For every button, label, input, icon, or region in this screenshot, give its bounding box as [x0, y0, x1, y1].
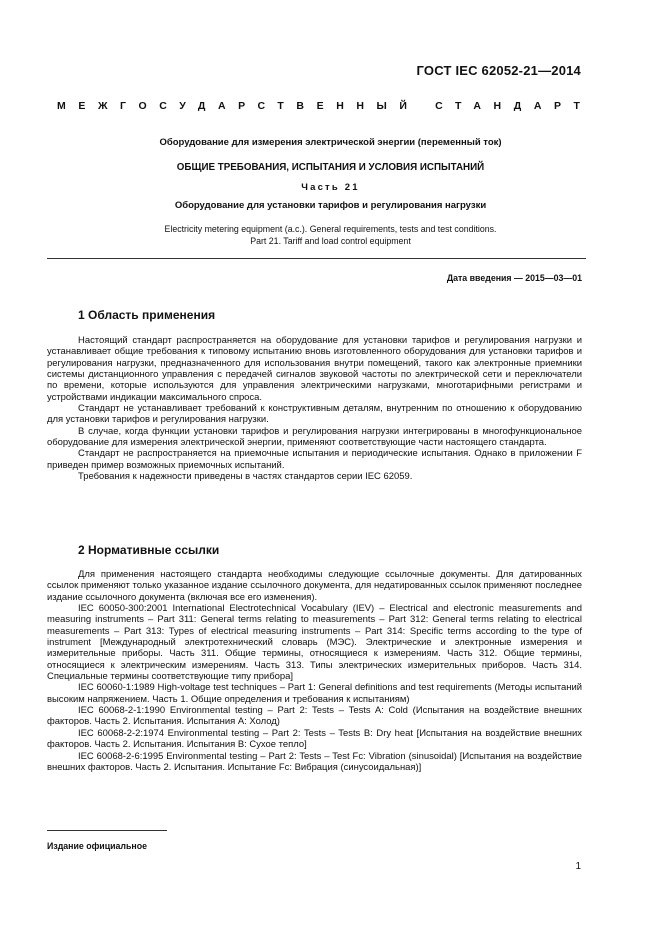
title-line-3: Оборудование для установки тарифов и регулирования нагрузки	[174, 200, 487, 211]
english-title-line-1: Electricity metering equipment (a.c.). General requirements, tests and test conditions.	[164, 224, 497, 234]
footer-divider	[47, 830, 167, 831]
section-2-paragraph: IEC 60068-2-2:1974 Environmental testing – Part 2: Tests – Tests B: Dry heat [Испытания на воздействие внешних факторов. Часть 2. Испытания. Испытания В: Сухое тепло]	[47, 727, 582, 751]
title-line-2: ОБЩИЕ ТРЕБОВАНИЯ, ИСПЫТАНИЯ И УСЛОВИЯ ИСПЫТАНИЙ	[176, 162, 485, 173]
section-1-paragraph: Требования к надежности приведены в частях стандартов серии IEC 62059.	[78, 471, 413, 483]
section-2-paragraph: Для применения настоящего стандарта необходимы следующие ссылочные документы. Для датированных ссылок применяют только указанное издание ссылочного документа, для недатированных ссылок применяют последнее издание ссылочного документа (включая все его изменения).	[47, 569, 582, 603]
page-number: 1	[575, 861, 581, 872]
section-2-paragraph: IEC 60068-2-1:1990 Environmental testing – Part 2: Tests – Tests A: Cold (Испытания на воздействие внешних факторов. Часть 2. Испытания. Испытания А: Холод)	[47, 705, 582, 728]
section-2-paragraph: IEC 60050-300:2001 International Electrotechnical Vocabulary (IEV) – Electrical and electronic measurements and measuring instruments – Part 311: General terms relating to measurements – Part 312: General terms relating to electrical measurements – Part 313: Types of electrical measuring instruments – Part 314: Specific terms according to the type of instrument [Международный электротехнический словарь (МЭС). Электрические и электронные измерения и измерительные приборы. Часть 311. Общие термины, относящиеся к измерениям. Часть 312. Общие термины, относящиеся к электрическим измерениям. Часть 313. Типы электрических измерительных приборов. Часть 314. Специальные термины соответствующие типу прибора]	[47, 603, 582, 683]
section-1-body	[47, 335, 582, 482]
gost-number: ГОСТ IEC 62052-21—2014	[416, 63, 581, 78]
section-1-title: 1 Область применения	[78, 308, 216, 322]
section-2-paragraph: IEC 60060-1:1989 High-voltage test techniques – Part 1: General definitions and test requirements (Методы испытаний высоким напряжением. Часть 1. Общие определения и требования к испытаниям)	[47, 682, 582, 705]
official-edition-label: Издание официальное	[47, 841, 147, 851]
english-title-line-2: Part 21. Tariff and load control equipment	[250, 236, 411, 246]
section-1-paragraph: Настоящий стандарт распространяется на оборудование для установки тарифов и регулирования нагрузки и устанавливает общие требования к типовому испытанию вновь изготовленного оборудования для установки тарифов и регулирования нагрузки, предназначенного для использования внутри помещений, такого как электронные приемники системы дистанционного управления с передачей сигналов звуковой частоты по электрической сети и переключатели по времени, которые используются для управления электрическими нагрузками, многотарифными регистрами и устройствами индикации максимального спроса.	[47, 335, 582, 403]
section-2-body	[47, 569, 582, 773]
interstate-standard-label: МЕЖГОСУДАРСТВЕННЫЙ СТАНДАРТ	[57, 100, 593, 112]
title-part: Часть 21	[301, 182, 360, 193]
top-divider	[47, 258, 586, 259]
section-1-paragraph: Стандарт не распространяется на приемочные испытания и периодические испытания. Однако в приложении F приведен пример возможных приемочных испытаний.	[47, 448, 582, 471]
introduction-date: Дата введения — 2015—03—01	[446, 273, 582, 283]
section-1-paragraph: Стандарт не устанавливает требований к конструктивным деталям, внутренним по отношению к оборудованию для установки тарифов и регулирования нагрузки.	[47, 403, 582, 426]
section-2-paragraph: IEC 60068-2-6:1995 Environmental testing – Part 2: Tests – Test Fc: Vibration (sinusoidal) [Испытания на воздействие внешних факторов. Часть 2. Испытания. Испытание Fc: Вибрация (синусоидальная)]	[47, 750, 582, 773]
title-line-1: Оборудование для измерения электрической энергии (переменный ток)	[159, 137, 502, 148]
section-1-paragraph: В случае, когда функции установки тарифов и регулирования нагрузки интегрированы в многофункциональное оборудование для измерения электрической энергии, применяют соответствующие части настоящего стандарта.	[47, 425, 582, 449]
section-2-title: 2 Нормативные ссылки	[78, 543, 220, 557]
